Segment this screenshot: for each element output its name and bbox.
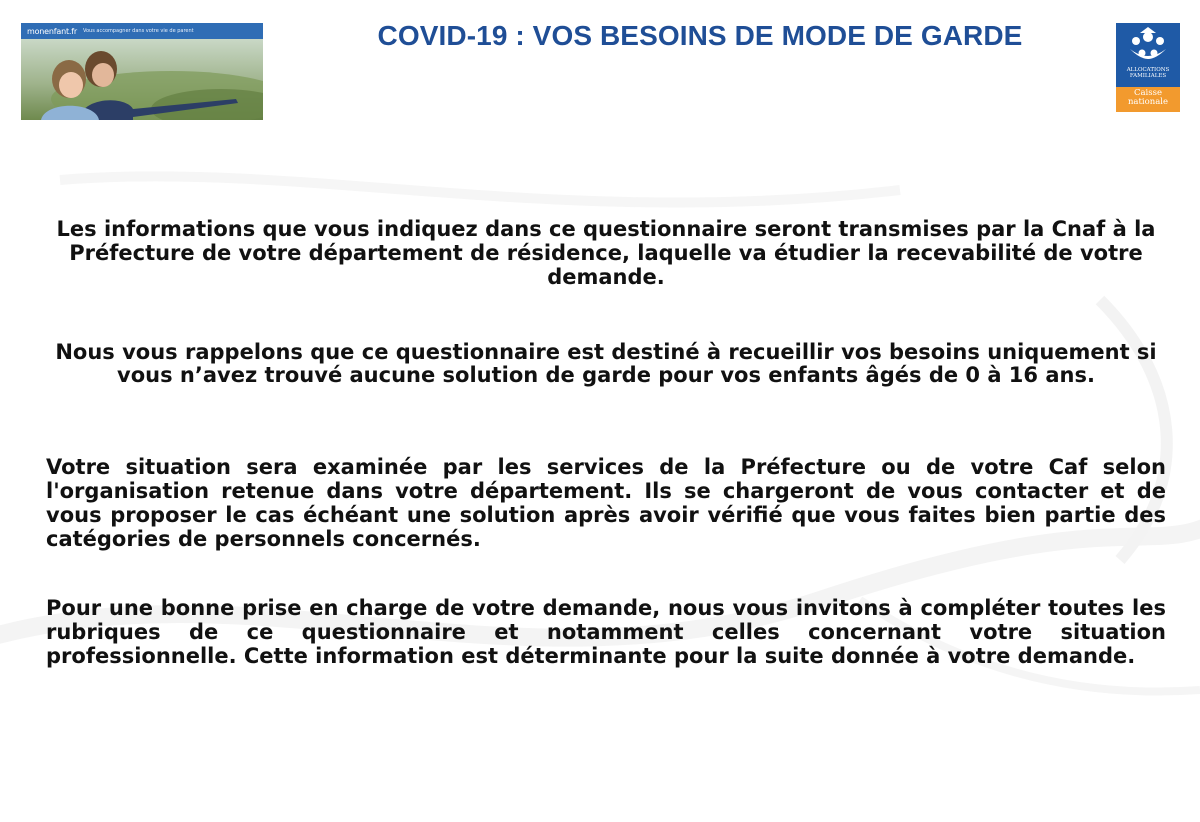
children-photo: [21, 39, 263, 120]
monenfant-logo: monenfant.fr: [27, 26, 77, 36]
info-paragraph-completion: Pour une bonne prise en charge de votre demande, nous vous invitons à compléter toutes les rubriques de ce questionnaire et notamment celles concernant votre situation professionnelle. Cette information est déterminante pour la suite donnée à votre demande.: [46, 596, 1166, 668]
info-paragraph-reminder: Nous vous rappelons que ce questionnaire est destiné à recueillir vos besoins uniquement si vous n’avez trouvé aucune solution de garde pour vos enfants âgés de 0 à 16 ans.: [55, 340, 1157, 387]
banner-bar: [21, 23, 263, 39]
caf-logo-bottom: [1116, 87, 1180, 112]
info-paragraph-transmission: Les informations que vous indiquez dans ce questionnaire seront transmises par la Cnaf à la Préfecture de votre département de résidence, laquelle va étudier la recevabilité de votre demande.: [56, 217, 1156, 289]
caf-logo-top: [1116, 23, 1180, 87]
caf-logo: [1116, 23, 1180, 112]
banner-tagline: Vous accompagner dans votre vie de parent: [82, 28, 194, 34]
monenfant-banner: [21, 23, 263, 120]
caf-logo-text-top: ALLOCATIONS FAMILIALES: [1126, 67, 1170, 79]
caf-logo-text-bottom: Caisse nationale: [1127, 88, 1169, 107]
caf-family-icon: [1116, 23, 1180, 67]
page-title: COVID-19 : VOS BESOINS DE MODE DE GARDE: [377, 20, 1023, 51]
info-paragraph-examination: Votre situation sera examinée par les services de la Préfecture ou de votre Caf selon l'organisation retenue dans votre département. Ils se chargeront de vous contacter et de vous proposer le cas échéant une solution après avoir vérifié que vous faites bien partie des catégories de personnels concernés.: [46, 455, 1166, 551]
